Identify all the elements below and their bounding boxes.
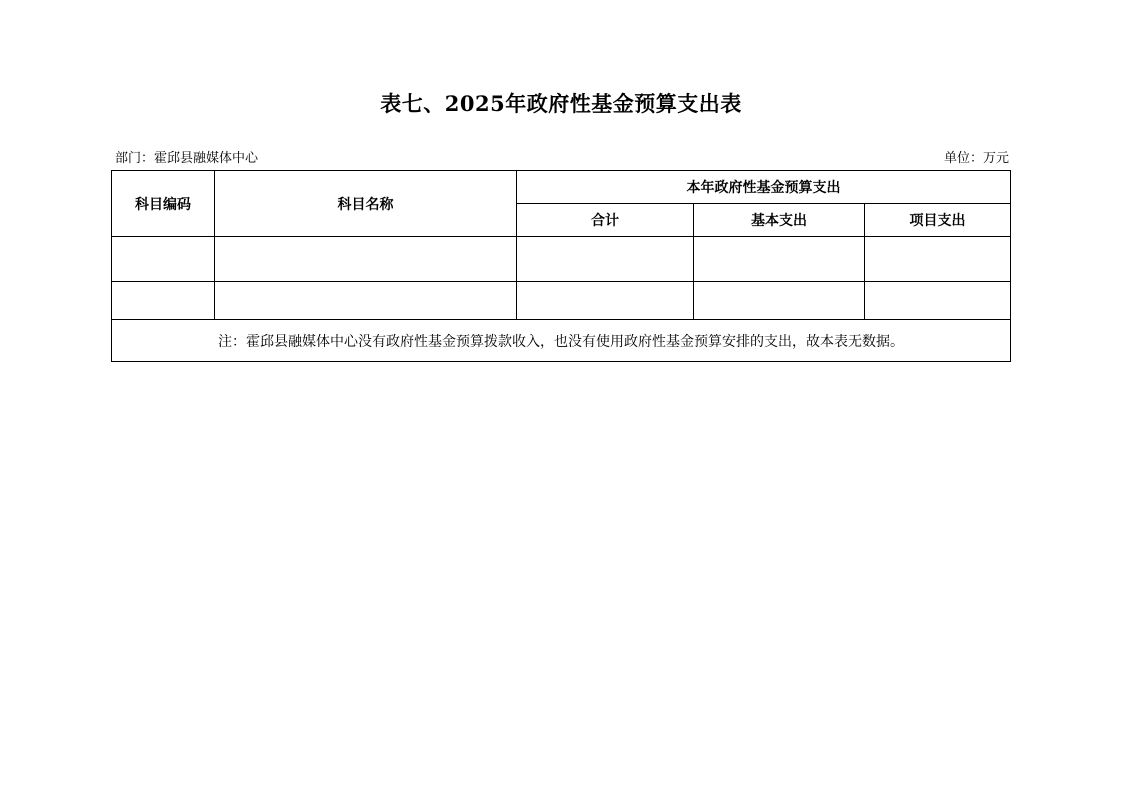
note-row <box>112 320 1011 362</box>
header-total: 合计 <box>517 204 694 237</box>
header-budget-group: 本年政府性基金预算支出 <box>517 171 1011 204</box>
budget-table <box>111 170 1011 362</box>
department-label: 部门：霍邱县融媒体中心 <box>115 151 259 166</box>
page-title: 表七、2025年政府性基金预算支出表 <box>380 91 742 116</box>
header-row-1 <box>112 171 1011 204</box>
table-row <box>112 237 1011 282</box>
cell-code <box>112 237 215 282</box>
cell-project <box>865 282 1011 320</box>
cell-total <box>517 282 694 320</box>
header-project-expense: 项目支出 <box>865 204 1011 237</box>
cell-total <box>517 237 694 282</box>
cell-basic <box>694 237 865 282</box>
header-subject-name: 科目名称 <box>215 171 517 237</box>
cell-code <box>112 282 215 320</box>
unit-label: 单位：万元 <box>943 151 1009 166</box>
table-row <box>112 282 1011 320</box>
cell-name <box>215 237 517 282</box>
table-note: 注：霍邱县融媒体中心没有政府性基金预算拨款收入，也没有使用政府性基金预算安排的支出，故本表无数据。 <box>112 320 1011 362</box>
cell-project <box>865 237 1011 282</box>
header-basic-expense: 基本支出 <box>694 204 865 237</box>
cell-basic <box>694 282 865 320</box>
cell-name <box>215 282 517 320</box>
header-subject-code: 科目编码 <box>112 171 215 237</box>
